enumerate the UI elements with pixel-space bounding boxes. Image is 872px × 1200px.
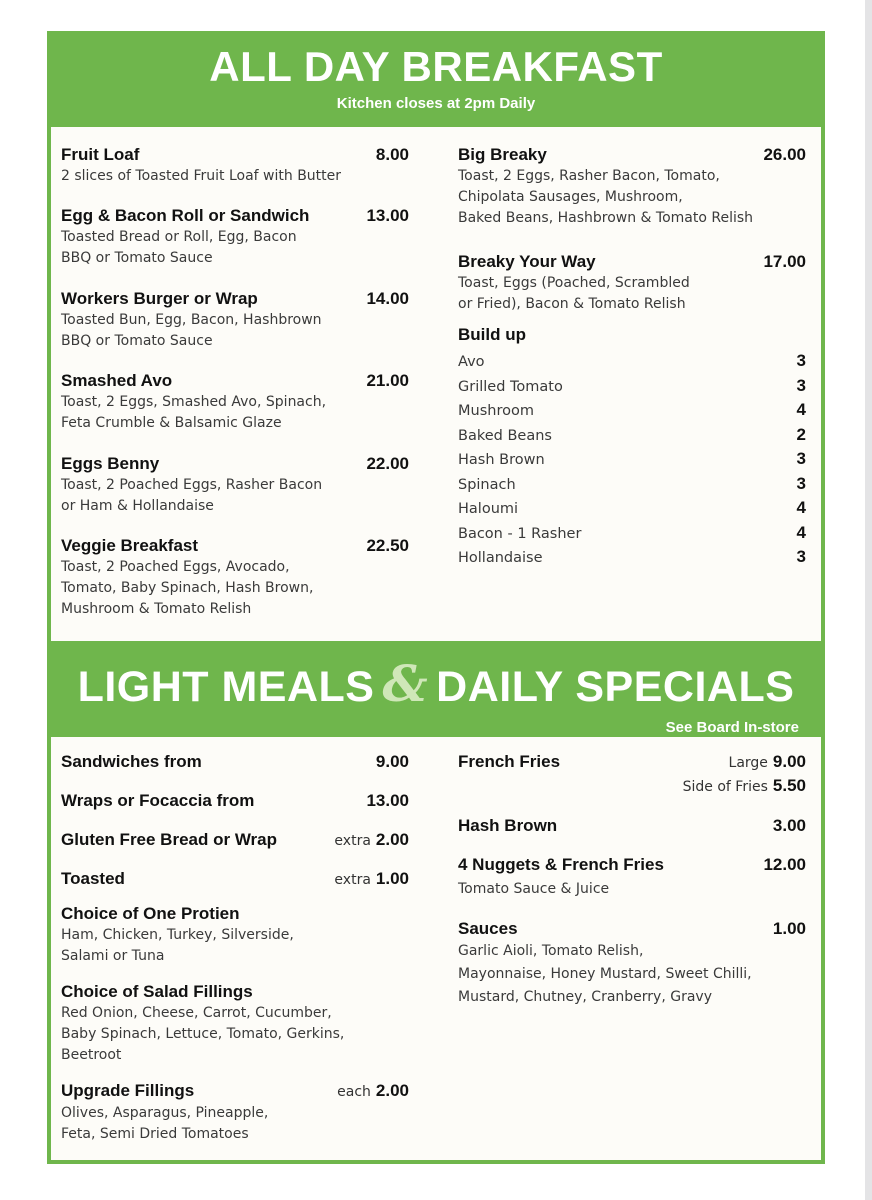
menu-item xyxy=(458,918,806,1009)
item-description: or Ham & Hollandaise xyxy=(61,498,214,514)
item-name: Egg & Bacon Roll or Sandwich xyxy=(61,206,310,225)
build-up-heading xyxy=(458,324,806,346)
menu-item xyxy=(61,288,409,352)
item-description: Olives, Asparagus, Pineapple, xyxy=(61,1105,269,1121)
page-edge-shadow xyxy=(865,0,872,1200)
build-up-price: 3 xyxy=(796,473,806,493)
side-of-fries-row xyxy=(458,775,806,798)
item-name: Choice of One Protien xyxy=(61,904,240,923)
item-price: 9.00 xyxy=(772,752,806,771)
light-meals-panel xyxy=(51,737,821,1160)
build-up-row xyxy=(458,376,806,400)
breakfast-header xyxy=(47,31,825,127)
breakfast-subtitle: Kitchen closes at 2pm Daily xyxy=(336,95,536,112)
item-name: Fruit Loaf xyxy=(61,145,140,164)
item-name: Smashed Avo xyxy=(61,371,173,390)
light-meals-title-left: LIGHT MEALS xyxy=(77,663,375,711)
build-up-row xyxy=(458,449,806,473)
build-up-title: Build up xyxy=(458,325,526,344)
menu-board xyxy=(47,31,825,1164)
item-description: Mayonnaise, Honey Mustard, Sweet Chilli, xyxy=(458,966,752,982)
item-description: Ham, Chicken, Turkey, Silverside, xyxy=(61,927,294,943)
item-price: 2.00 xyxy=(375,830,409,849)
build-up-name: Hollandaise xyxy=(458,550,543,566)
item-description: Toast, 2 Eggs, Rasher Bacon, Tomato, xyxy=(458,168,720,184)
build-up-price: 3 xyxy=(796,547,806,566)
item-description: 2 slices of Toasted Fruit Loaf with Butter xyxy=(61,168,342,184)
menu-item xyxy=(458,144,806,229)
item-description: Toast, 2 Poached Eggs, Avocado, xyxy=(61,559,290,575)
item-name: Breaky Your Way xyxy=(458,252,596,271)
item-name: 4 Nuggets & French Fries xyxy=(458,855,664,874)
build-up-price: 2 xyxy=(796,424,806,444)
item-description: Mustard, Chutney, Cranberry, Gravy xyxy=(458,989,712,1005)
build-up-row xyxy=(458,474,806,498)
item-name: Sauces xyxy=(458,919,518,938)
build-up-price: 4 xyxy=(796,498,806,517)
item-description: Tomato, Baby Spinach, Hash Brown, xyxy=(61,580,314,596)
item-price: 3.00 xyxy=(772,816,806,835)
item-price: 17.00 xyxy=(763,252,806,271)
item-name: Veggie Breakfast xyxy=(61,536,199,555)
price-prefix: Side of Fries xyxy=(682,779,768,795)
item-description: Garlic Aioli, Tomato Relish, xyxy=(458,943,644,959)
menu-item xyxy=(458,854,806,900)
light-meals-title-right: DAILY SPECIALS xyxy=(436,663,795,711)
menu-item-french-fries xyxy=(458,751,806,774)
item-description: or Fried), Bacon & Tomato Relish xyxy=(458,296,686,312)
build-up-price: 3 xyxy=(796,449,806,468)
ampersand-glyph: & xyxy=(382,654,429,713)
item-price: 26.00 xyxy=(763,145,806,164)
menu-item xyxy=(458,251,806,315)
build-up-row xyxy=(458,523,806,547)
menu-item xyxy=(61,829,409,852)
item-price: 22.50 xyxy=(366,536,409,555)
item-description: Feta, Semi Dried Tomatoes xyxy=(61,1126,249,1142)
item-price: 1.00 xyxy=(375,869,409,888)
menu-item xyxy=(61,205,409,269)
build-up-price: 3 xyxy=(796,375,806,395)
item-description: Feta Crumble & Balsamic Glaze xyxy=(61,415,282,431)
item-price: 5.50 xyxy=(772,776,806,795)
menu-item xyxy=(61,790,409,812)
build-up-row xyxy=(458,351,806,375)
menu-item xyxy=(61,981,409,1066)
item-price: 8.00 xyxy=(375,145,409,164)
build-up-price: 3 xyxy=(796,351,806,370)
item-description: BBQ or Tomato Sauce xyxy=(61,333,213,349)
item-price: 9.00 xyxy=(375,752,409,771)
item-description: Beetroot xyxy=(61,1047,122,1063)
item-price: 2.00 xyxy=(375,1081,409,1100)
item-price: 14.00 xyxy=(366,289,409,308)
item-description: Chipolata Sausages, Mushroom, xyxy=(458,189,683,205)
build-up-row xyxy=(458,425,806,449)
menu-item xyxy=(61,1080,409,1145)
item-name: Gluten Free Bread or Wrap xyxy=(61,830,278,849)
build-up-price: 4 xyxy=(796,400,806,419)
price-prefix: Large xyxy=(728,755,768,771)
build-up-name: Haloumi xyxy=(458,501,519,517)
item-name: Workers Burger or Wrap xyxy=(61,289,258,308)
menu-item xyxy=(61,903,409,967)
price-prefix: each xyxy=(337,1084,371,1100)
item-name: Eggs Benny xyxy=(61,454,160,473)
build-up-name: Spinach xyxy=(458,476,516,493)
menu-item xyxy=(61,144,409,187)
build-up-price: 4 xyxy=(796,522,806,542)
item-description: Mushroom & Tomato Relish xyxy=(61,601,252,617)
item-description: Toast, 2 Eggs, Smashed Avo, Spinach, xyxy=(61,394,327,410)
item-description: BBQ or Tomato Sauce xyxy=(61,250,213,266)
price-prefix: extra xyxy=(334,872,371,888)
build-up-name: Bacon - 1 Rasher xyxy=(458,525,582,542)
menu-item xyxy=(61,868,409,891)
item-name: Hash Brown xyxy=(458,816,558,835)
item-price: 21.00 xyxy=(366,371,409,390)
build-up-row xyxy=(458,498,806,522)
build-up-row xyxy=(458,400,806,424)
menu-item xyxy=(61,751,409,773)
build-up-name: Mushroom xyxy=(458,403,534,419)
item-price: 22.00 xyxy=(366,454,409,473)
item-description: Toast, 2 Poached Eggs, Rasher Bacon xyxy=(61,477,323,493)
item-description: Toast, Eggs (Poached, Scrambled xyxy=(458,275,690,291)
item-name: Wraps or Focaccia from xyxy=(61,791,255,810)
item-description: Tomato Sauce & Juice xyxy=(458,881,610,897)
light-meals-subtitle: See Board In-store xyxy=(665,719,799,736)
item-price: 13.00 xyxy=(366,206,409,225)
item-description: Red Onion, Cheese, Carrot, Cucumber, xyxy=(61,1005,332,1021)
menu-item xyxy=(61,453,409,517)
light-meals-header xyxy=(47,641,825,737)
build-up-name: Baked Beans xyxy=(458,427,552,444)
item-description: Salami or Tuna xyxy=(61,948,165,964)
build-up-name: Grilled Tomato xyxy=(458,378,563,395)
item-name: Toasted xyxy=(61,869,125,888)
price-prefix: extra xyxy=(334,833,371,849)
item-name: Choice of Salad Fillings xyxy=(61,982,253,1001)
build-up-name: Hash Brown xyxy=(458,452,545,468)
item-name: Sandwiches from xyxy=(61,752,202,771)
item-name: Upgrade Fillings xyxy=(61,1081,195,1100)
item-name: Big Breaky xyxy=(458,145,547,164)
item-description: Toasted Bread or Roll, Egg, Bacon xyxy=(61,229,297,245)
item-description: Toasted Bun, Egg, Bacon, Hashbrown xyxy=(61,312,322,328)
item-description: Baby Spinach, Lettuce, Tomato, Gerkins, xyxy=(61,1026,345,1042)
breakfast-panel xyxy=(51,127,821,641)
build-up-row xyxy=(458,547,806,571)
item-price: 12.00 xyxy=(763,855,806,874)
item-description: Baked Beans, Hashbrown & Tomato Relish xyxy=(458,210,754,226)
item-price: 1.00 xyxy=(772,919,806,938)
breakfast-title: ALL DAY BREAKFAST xyxy=(209,43,663,90)
build-up-name: Avo xyxy=(458,354,485,370)
menu-item xyxy=(61,535,409,620)
light-meals-title xyxy=(47,654,825,713)
menu-item xyxy=(61,370,409,434)
menu-item xyxy=(458,815,806,837)
item-price: 13.00 xyxy=(366,791,409,810)
item-name: French Fries xyxy=(458,752,561,771)
